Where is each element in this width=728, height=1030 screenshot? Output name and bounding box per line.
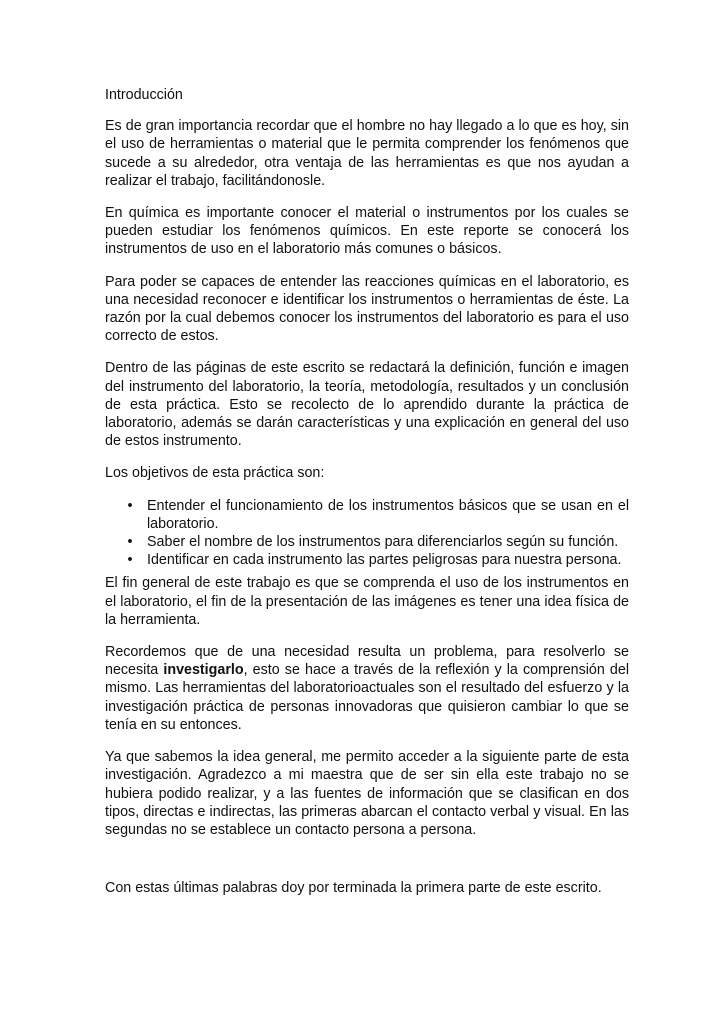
list-item xyxy=(105,551,629,569)
bullet-icon: • xyxy=(127,552,133,569)
paragraph-importance: Es de gran importancia recordar que el hombre no hay llegado a lo que es hoy, sin el uso de herramientas o material que le permita comprender los fenómenos que sucede a su alrededor, otra ventaja de las herramientas es que nos ayudan a realizar el trabajo, facilitándonosle. xyxy=(105,118,629,189)
paragraph-investigate xyxy=(105,643,629,734)
objectives-intro: Los objetivos de esta práctica son: xyxy=(105,465,325,482)
paragraph-purpose: El fin general de este trabajo es que se comprenda el uso de los instrumentos en el laboratorio, el fin de la presentación de las imágenes es tener una idea física de la herramienta. xyxy=(105,575,629,628)
investigate-text-after: , esto se hace a través de la reflexión y la comprensión del mismo. Las herramientas del laboratorioactuales son el resultado del esfuerzo y la investigación práctica de personas innovadoras que quisieron cambiar lo que se tenía en su entonces. xyxy=(105,662,630,733)
objective-text: Identificar en cada instrumento las partes peligrosas para nuestra persona. xyxy=(147,552,622,569)
objective-text: Entender el funcionamiento de los instrumentos básicos que se usan en el laboratorio. xyxy=(147,497,629,532)
paragraph-sources: Ya que sabemos la idea general, me permito acceder a la siguiente parte de esta investigación. Agradezco a mi maestra que de ser sin ella este trabajo no se hubiera podido realizar, y a las fuentes de información que se clasifican en dos tipos, directas e indirectas, las primeras abarcan el contacto verbal y visual. En las segundas no se establece un contacto persona a persona. xyxy=(105,749,629,838)
paragraph-reactions: Para poder se capaces de entender las reacciones químicas en el laboratorio, es una necesidad reconocer e identificar los instrumentos o herramientas de éste. La razón por la cual debemos conocer los instrumentos del laboratorio es para el uso correcto de estos. xyxy=(105,273,629,345)
list-item xyxy=(105,497,629,533)
document-title: Introducción xyxy=(105,87,183,103)
document-body xyxy=(105,86,629,897)
paragraph-contents: Dentro de las páginas de este escrito se redactará la definición, función e imagen del instrumento del laboratorio, la teoría, metodología, resultados y un conclusión de esta práctica. Esto se recolecto de lo aprendido durante la práctica de laboratorio, además se darán características y una explicación en general del uso de estos instrumento. xyxy=(105,360,629,450)
bullet-icon: • xyxy=(127,534,133,551)
paragraph-chemistry: En química es importante conocer el material o instrumentos por los cuales se pueden estudiar los fenómenos químicos. En este reporte se conocerá los instrumentos de uso en el laboratorio más comunes o básicos. xyxy=(105,205,629,258)
investigate-bold-word: investigarlo xyxy=(163,662,244,679)
objective-text: Saber el nombre de los instrumentos para diferenciarlos según su función. xyxy=(147,534,619,551)
list-item xyxy=(105,533,629,551)
investigate-text-before: Recordemos que de una necesidad resulta un problema, para resolverlo se necesita xyxy=(105,644,629,679)
objectives-list xyxy=(105,497,629,570)
bullet-icon: • xyxy=(127,497,133,514)
closing-sentence: Con estas últimas palabras doy por terminada la primera parte de este escrito. xyxy=(105,880,602,897)
